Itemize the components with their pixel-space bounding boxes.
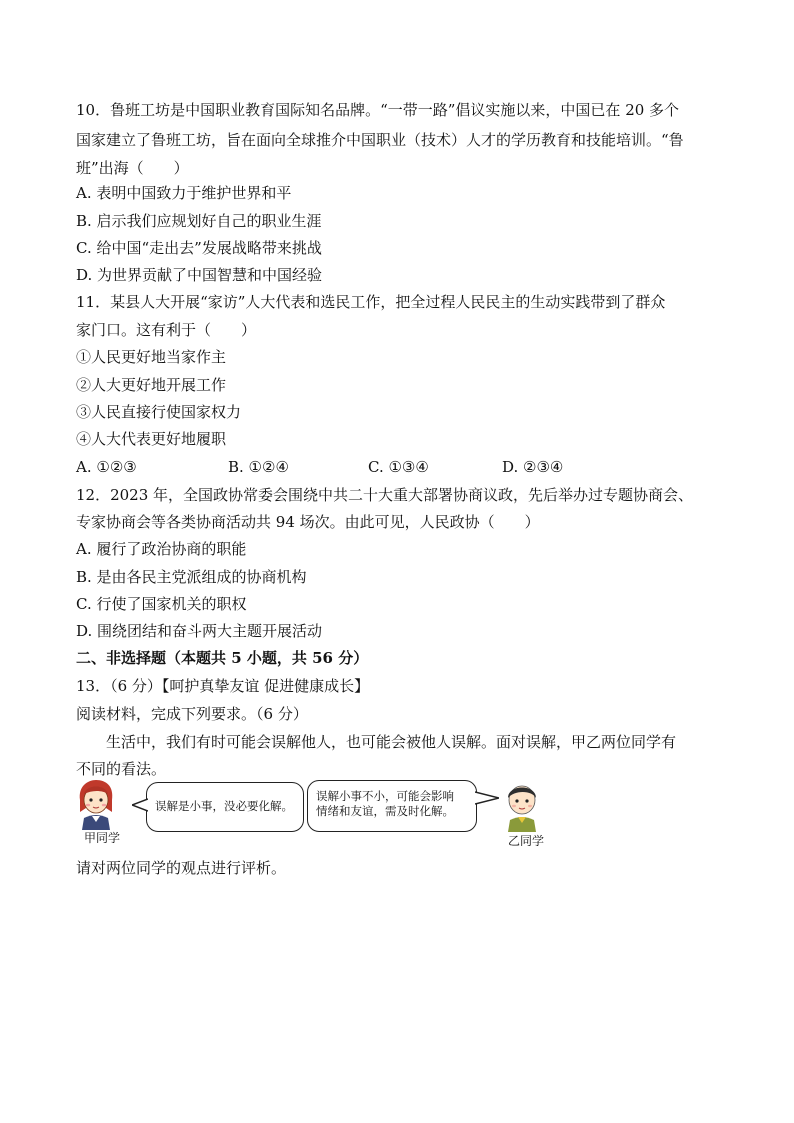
- q12-line-2: 专家协商会等各类协商活动共 94 场次。由此可见，人民政协（ ）: [76, 513, 540, 531]
- q13-paragraph-1: 生活中，我们有时可能会误解他人，也可能会被他人误解。面对误解，甲乙两位同学有: [106, 733, 677, 751]
- q10-option-a[interactable]: A. 表明中国致力于维护世界和平: [76, 184, 292, 202]
- q13-paragraph-2: 不同的看法。: [76, 760, 167, 778]
- q13-title: 13．（6 分）【呵护真挚友谊 促进健康成长】: [76, 677, 370, 695]
- q11-option-a[interactable]: A. ①②③: [76, 458, 137, 476]
- section-2-heading: 二、非选择题（本题共 5 小题，共 56 分）: [76, 649, 369, 667]
- q11-options: [76, 457, 726, 477]
- q11-option-c[interactable]: C. ①③④: [368, 458, 429, 476]
- q11-option-b[interactable]: B. ①②④: [228, 458, 289, 476]
- q13-question: 请对两位同学的观点进行评析。: [76, 859, 287, 877]
- speech-bubble-b-line-1: 误解小事不小，可能会影响: [316, 789, 454, 803]
- q10-option-b[interactable]: B. 启示我们应规划好自己的职业生涯: [76, 212, 322, 230]
- q10-line-3: 班”出海（ ）: [76, 159, 189, 177]
- speech-bubble-a-text: 误解是小事，没必要化解。: [155, 799, 293, 813]
- q11-item-3: ③人民直接行使国家权力: [76, 403, 242, 421]
- two-students-illustration: [70, 776, 590, 850]
- q10-line-1: 10．鲁班工坊是中国职业教育国际知名品牌。“一带一路”倡议实施以来，中国已在 20 多个: [76, 101, 680, 119]
- boy-student-icon: [502, 780, 542, 832]
- q12-option-a[interactable]: A. 履行了政治协商的职能: [76, 540, 247, 558]
- speech-bubble-b: [307, 780, 477, 832]
- girl-student-icon: [74, 778, 118, 830]
- q13-instruction: 阅读材料，完成下列要求。（6 分）: [76, 705, 308, 723]
- bubble-b-tail-icon: [475, 791, 499, 805]
- q12-option-d[interactable]: D. 围绕团结和奋斗两大主题开展活动: [76, 622, 323, 640]
- q11-line-1: 11．某县人大开展“家访”人大代表和选民工作，把全过程人民民主的生动实践带到了群众: [76, 293, 666, 311]
- q11-item-2: ②人大更好地开展工作: [76, 376, 227, 394]
- q10-option-d[interactable]: D. 为世界贡献了中国智慧和中国经验: [76, 266, 323, 284]
- q12-option-b[interactable]: B. 是由各民主党派组成的协商机构: [76, 568, 307, 586]
- q11-line-2: 家门口。这有利于（ ）: [76, 321, 257, 339]
- q10-line-2: 国家建立了鲁班工坊，旨在面向全球推介中国职业（技术）人才的学历教育和技能培训。“鲁: [76, 131, 684, 149]
- speech-bubble-b-line-2: 情绪和友谊，需及时化解。: [316, 804, 454, 818]
- q12-line-1: 12．2023 年，全国政协常委会围绕中共二十大重大部署协商议政，先后举办过专题协商会、: [76, 486, 694, 504]
- q10-option-c[interactable]: C. 给中国“走出去”发展战略带来挑战: [76, 239, 322, 257]
- q11-item-1: ①人民更好地当家作主: [76, 348, 227, 366]
- q11-item-4: ④人大代表更好地履职: [76, 430, 227, 448]
- student-b-label: 乙同学: [508, 834, 545, 848]
- speech-bubble-a: [146, 782, 304, 832]
- student-a-label: 甲同学: [84, 831, 121, 845]
- bubble-a-tail-icon: [132, 798, 148, 812]
- q12-option-c[interactable]: C. 行使了国家机关的职权: [76, 595, 247, 613]
- q11-option-d[interactable]: D. ②③④: [502, 458, 564, 476]
